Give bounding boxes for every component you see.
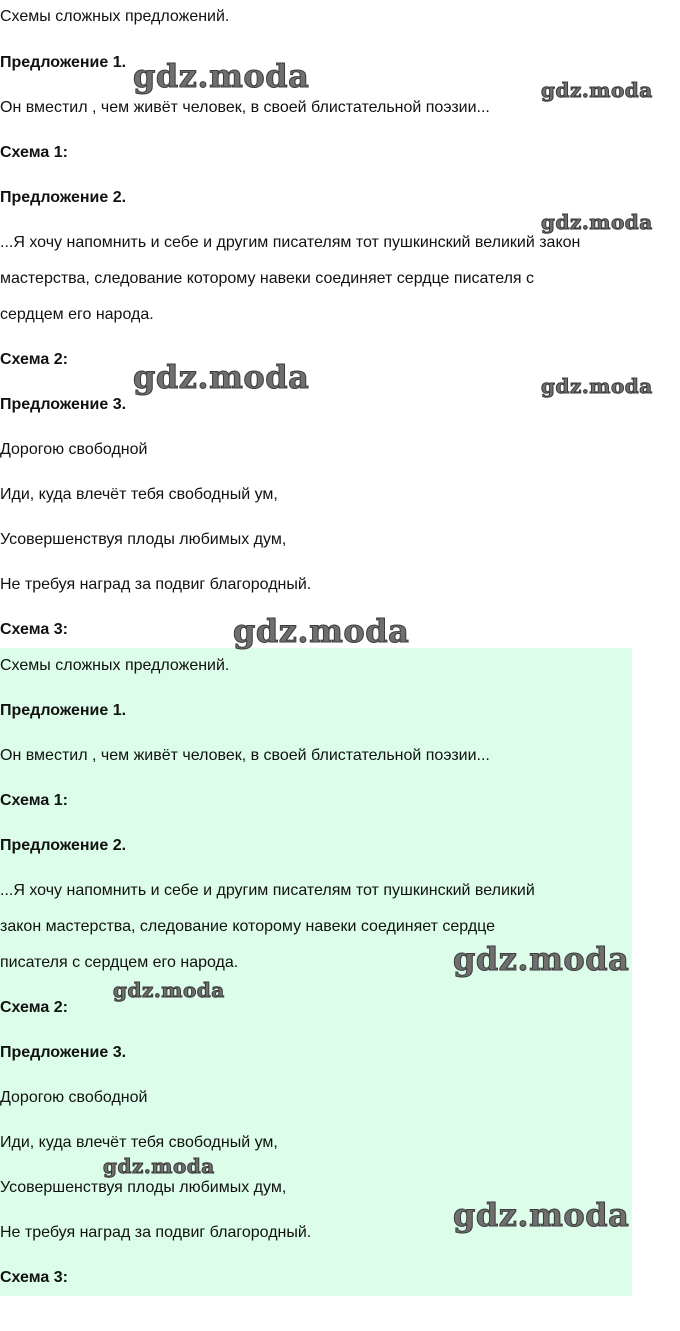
- heading: Схемы сложных предложений.: [0, 8, 230, 25]
- sentence-3-line-3: Усовершенствуя плоды любимых дум,: [0, 531, 287, 548]
- sentence-3-line-1: Дорогою свободной: [0, 1089, 148, 1106]
- sentence-3-line-2: Иди, куда влечёт тебя свободный ум,: [0, 1134, 278, 1151]
- sentence-2-line-2: закон мастерства, следование которому навеки соединяет сердце: [0, 918, 496, 935]
- watermark-logo: gdz.moda: [113, 978, 225, 1002]
- watermark-logo: gdz.moda: [103, 1154, 215, 1178]
- sentence-2-label: Предложение 2.: [0, 189, 127, 206]
- sentence-3-label: Предложение 3.: [0, 1044, 127, 1061]
- sentence-2-line-3: сердцем его народа.: [0, 306, 154, 323]
- sentence-3-line-2: Иди, куда влечёт тебя свободный ум,: [0, 486, 278, 503]
- watermark-logo: gdz.moda: [453, 940, 630, 978]
- sentence-3-line-1: Дорогою свободной: [0, 441, 148, 458]
- heading: Схемы сложных предложений.: [0, 657, 230, 674]
- scheme-1-label: Схема 1:: [0, 144, 68, 161]
- sentence-3-line-4: Не требуя наград за подвиг благородный.: [0, 1224, 312, 1241]
- sentence-3-label: Предложение 3.: [0, 396, 127, 413]
- sentence-1-text: Он вместил , чем живёт человек, в своей блистательной поэзии...: [0, 747, 490, 764]
- scheme-2-label: Схема 2:: [0, 351, 68, 368]
- watermark-logo: gdz.moda: [133, 57, 310, 95]
- sentence-1-text: Он вместил , чем живёт человек, в своей блистательной поэзии...: [0, 99, 490, 116]
- sentence-2-line-3: писателя с сердцем его народа.: [0, 954, 239, 971]
- scheme-1-label: Схема 1:: [0, 792, 68, 809]
- sentence-2-line-1: ...Я хочу напомнить и себе и другим писателям тот пушкинский великий: [0, 882, 535, 899]
- scheme-2-label: Схема 2:: [0, 999, 68, 1016]
- sentence-2-label: Предложение 2.: [0, 837, 127, 854]
- sentence-1-label: Предложение 1.: [0, 54, 127, 71]
- scheme-3-label: Схема 3:: [0, 621, 68, 638]
- sentence-3-line-3: Усовершенствуя плоды любимых дум,: [0, 1179, 287, 1196]
- watermark-logo: gdz.moda: [133, 358, 310, 396]
- sentence-1-label: Предложение 1.: [0, 702, 127, 719]
- sentence-3-line-4: Не требуя наград за подвиг благородный.: [0, 576, 312, 593]
- scheme-3-label: Схема 3:: [0, 1269, 68, 1286]
- answer-block-highlighted: [0, 648, 632, 1296]
- watermark-logo: gdz.moda: [453, 1196, 630, 1234]
- watermark-logo: gdz.moda: [233, 612, 410, 650]
- sentence-2-line-1: ...Я хочу напомнить и себе и другим писателям тот пушкинский великий закон: [0, 234, 581, 251]
- sentence-2-line-2: мастерства, следование которому навеки соединяет сердце писателя с: [0, 270, 535, 287]
- watermark-logo: gdz.moda: [541, 374, 653, 398]
- watermark-logo: gdz.moda: [541, 210, 653, 234]
- watermark-logo: gdz.moda: [541, 78, 653, 102]
